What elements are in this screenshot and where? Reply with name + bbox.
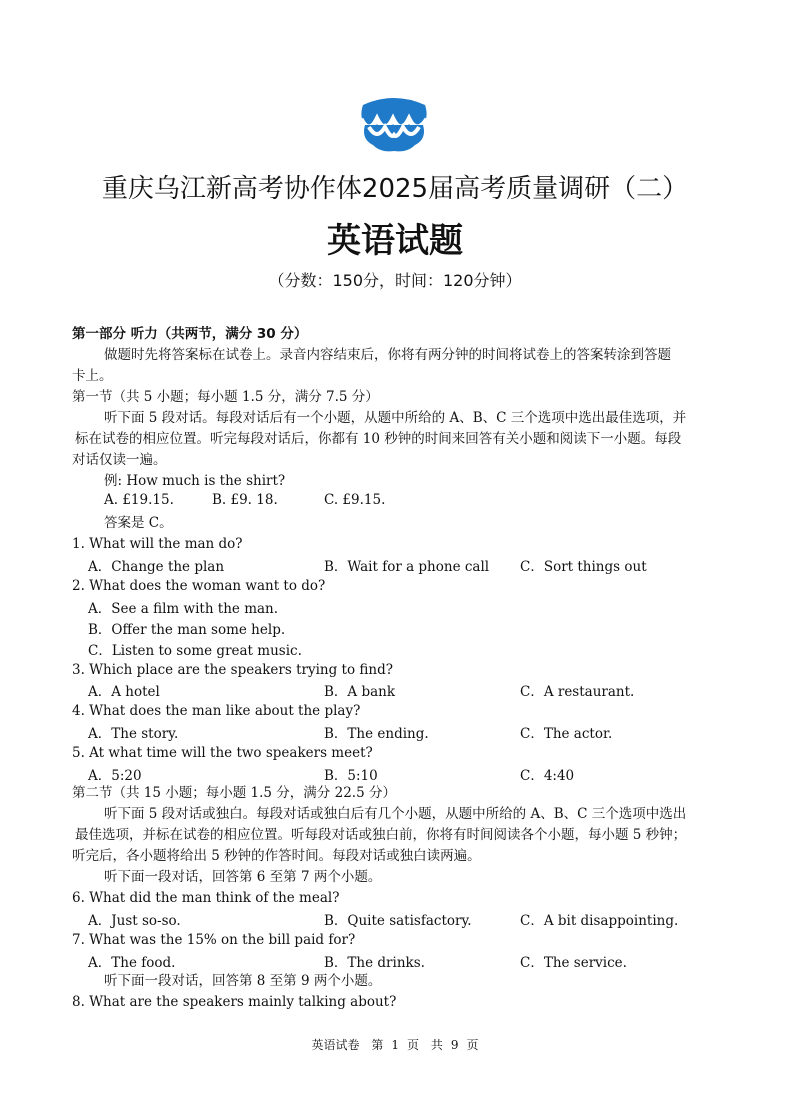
wave-logo-icon — [355, 95, 433, 157]
part1-intro-line2: 卡上。 — [72, 368, 113, 384]
footer-total-unit: 页 — [466, 1038, 479, 1052]
section1-instr-line2: 标在试卷的相应位置。听完每段对话后，你都有 10 秒钟的时间来回答有关小题和阅读下一小题。每段 — [75, 431, 682, 447]
section2-instr-line2: 最佳选项，并标在试卷的相应位置。听每段对话或独白前，你将有时间阅读各个小题，每小题 5 秒钟； — [75, 827, 687, 843]
school-logo — [355, 95, 433, 157]
footer-page-number: 1 — [391, 1038, 399, 1052]
footer-label: 英语试卷 — [311, 1038, 360, 1052]
footer-page-prefix: 第 — [371, 1038, 384, 1052]
q7-option-a: A．The food. — [88, 955, 176, 971]
example-option-a: A. £19.15. — [104, 492, 174, 508]
question-5: 5. At what time will the two speakers meet? — [72, 745, 373, 761]
question-8: 8. What are the speakers mainly talking about? — [72, 994, 397, 1010]
q4-option-a: A．The story. — [88, 726, 179, 742]
q2-option-c: C．Listen to some great music. — [88, 643, 302, 659]
section2-instr-line1: 听下面 5 段对话或独白。每段对话或独白后有几个小题，从题中所给的 A、B、C 三个选项中选出 — [104, 806, 687, 822]
section2-heading: 第二节（共 15 小题；每小题 1.5 分，满分 22.5 分） — [72, 785, 396, 801]
example-question: 例: How much is the shirt? — [104, 473, 286, 489]
q5-option-b: B．5:10 — [324, 768, 378, 784]
question-3: 3. Which place are the speakers trying to find? — [72, 662, 393, 678]
q6-option-a: A．Just so-so. — [88, 913, 181, 929]
part1-heading: 第一部分 听力（共两节，满分 30 分） — [72, 326, 308, 342]
exam-subject: 英语试题 — [327, 221, 463, 261]
q1-option-b: B．Wait for a phone call — [324, 559, 490, 575]
footer-page-unit: 页 — [406, 1038, 419, 1052]
q3-option-a: A．A hotel — [88, 684, 160, 700]
q4-option-b: B．The ending. — [324, 726, 429, 742]
page-footer — [0, 1036, 790, 1053]
q7-option-b: B．The drinks. — [324, 955, 425, 971]
q4-option-c: C．The actor. — [520, 726, 613, 742]
q3-option-b: B．A bank — [324, 684, 396, 700]
q2-option-a: A．See a film with the man. — [88, 601, 279, 617]
group2-instruction: 听下面一段对话，回答第 8 至第 9 两个小题。 — [104, 973, 382, 989]
footer-total-number: 9 — [450, 1038, 459, 1052]
question-2: 2. What does the woman want to do? — [72, 578, 326, 594]
q3-option-c: C．A restaurant. — [520, 684, 635, 700]
question-1: 1. What will the man do? — [72, 536, 243, 552]
q6-option-c: C．A bit disappointing. — [520, 913, 679, 929]
section1-instr-line1: 听下面 5 段对话。每段对话后有一个小题，从题中所给的 A、B、C 三个选项中选出最佳选项，并 — [104, 410, 687, 426]
section1-heading: 第一节（共 5 小题；每小题 1.5 分，满分 7.5 分） — [72, 389, 379, 405]
question-6: 6. What did the man think of the meal? — [72, 890, 340, 906]
example-answer: 答案是 C。 — [104, 515, 173, 531]
exam-title: 重庆乌江新高考协作体2025届高考质量调研（二） — [101, 174, 689, 204]
q1-option-c: C．Sort things out — [520, 559, 647, 575]
part1-intro-line1: 做题时先将答案标在试卷上。录音内容结束后，你将有两分钟的时间将试卷上的答案转涂到答题 — [104, 347, 671, 363]
example-option-c: C. £9.15. — [324, 492, 386, 508]
question-7: 7. What was the 15% on the bill paid for? — [72, 932, 356, 948]
q7-option-c: C．The service. — [520, 955, 627, 971]
section2-instr-line3: 听完后，各小题将给出 5 秒钟的作答时间。每段对话或独白读两遍。 — [72, 848, 481, 864]
footer-total-prefix: 共 — [430, 1038, 443, 1052]
exam-meta: （分数：150分，时间：120分钟） — [268, 271, 522, 290]
q5-option-a: A．5:20 — [88, 768, 142, 784]
q6-option-b: B．Quite satisfactory. — [324, 913, 472, 929]
q1-option-a: A．Change the plan — [88, 559, 225, 575]
q2-option-b: B．Offer the man some help. — [88, 622, 286, 638]
group1-instruction: 听下面一段对话，回答第 6 至第 7 两个小题。 — [104, 869, 382, 885]
q5-option-c: C．4:40 — [520, 768, 575, 784]
section1-instr-line3: 对话仅读一遍。 — [72, 452, 167, 468]
question-4: 4. What does the man like about the play? — [72, 703, 361, 719]
example-option-b: B. £9. 18. — [212, 492, 278, 508]
